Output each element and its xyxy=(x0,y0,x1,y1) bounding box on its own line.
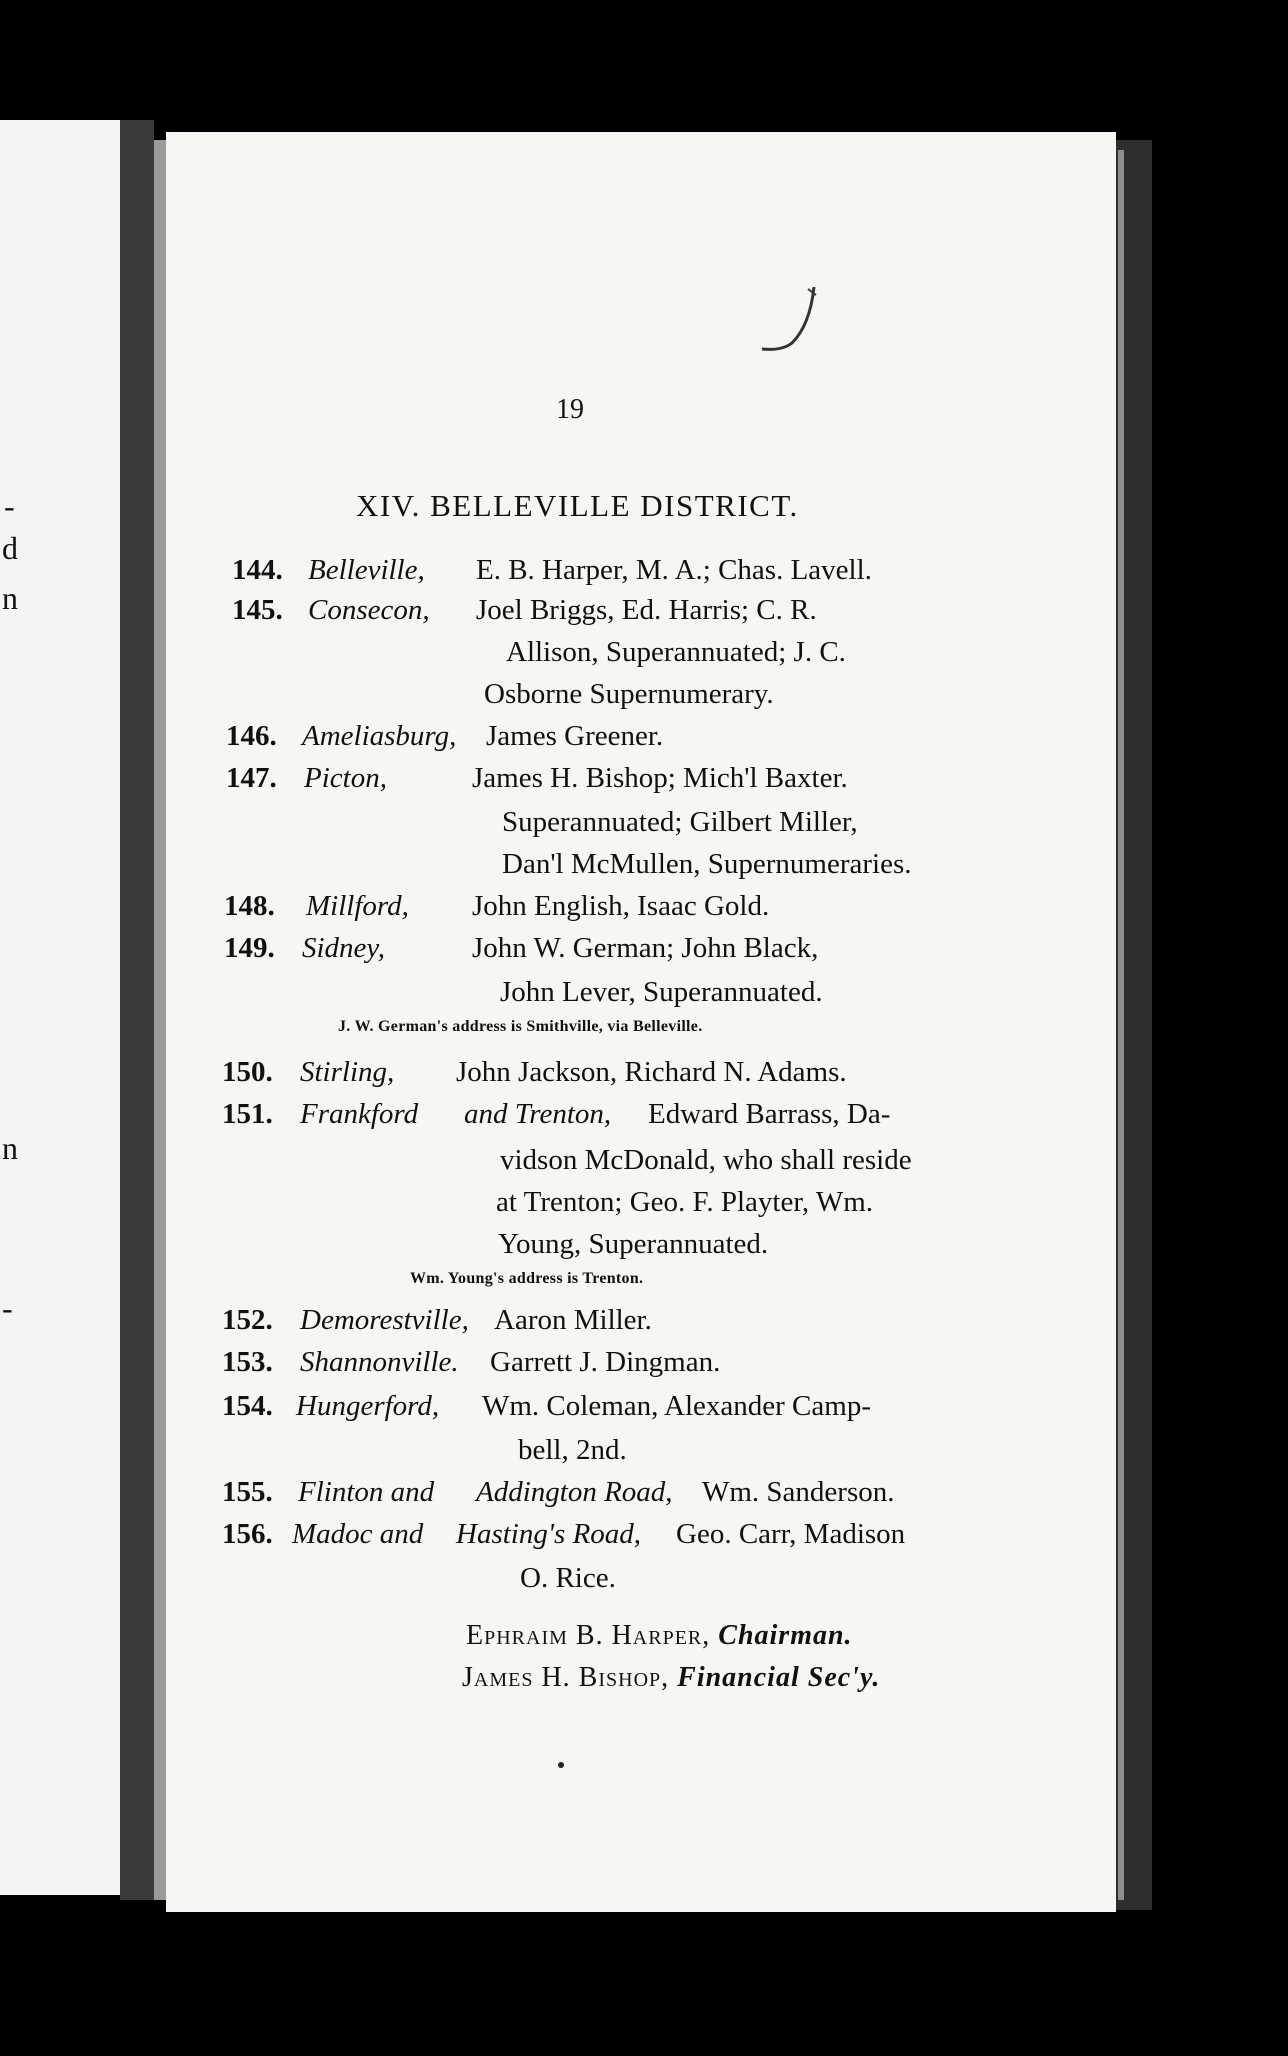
entry-number: 153. xyxy=(222,1346,273,1378)
entry-line: Allison, Superannuated; J. C. xyxy=(506,636,846,668)
entry-place: Sidney, xyxy=(302,932,385,964)
entry-line: Aaron Miller. xyxy=(494,1304,652,1336)
entry-number: 151. xyxy=(222,1098,273,1130)
entry-place-continuation: Hasting's Road, xyxy=(456,1518,642,1550)
entry-line: at Trenton; Geo. F. Playter, Wm. xyxy=(496,1186,873,1218)
entry-place: Demorestville, xyxy=(300,1304,469,1336)
entry-line: John English, Isaac Gold. xyxy=(472,890,770,922)
entry-line: John Lever, Superannuated. xyxy=(500,976,823,1008)
left-page-fragment: d xyxy=(2,530,18,566)
entry-number: 146. xyxy=(226,720,277,752)
entry-line: O. Rice. xyxy=(520,1562,616,1594)
pencil-mark-icon xyxy=(760,285,820,355)
left-page-fragment: - xyxy=(2,1290,13,1326)
entry-line: Dan'l McMullen, Supernumeraries. xyxy=(502,848,912,880)
entry-place: Picton, xyxy=(304,762,387,794)
entry-line: Young, Superannuated. xyxy=(498,1228,769,1260)
address-note: Wm. Young's address is Trenton. xyxy=(410,1270,644,1287)
entry-place: Shannonville. xyxy=(300,1346,459,1378)
entry-line: Osborne Supernumerary. xyxy=(484,678,774,710)
book-gutter xyxy=(120,120,154,1900)
entry-number: 147. xyxy=(226,762,277,794)
entry-line: vidson McDonald, who shall reside xyxy=(500,1144,912,1176)
entry-number: 152. xyxy=(222,1304,273,1336)
left-page-fragment: n xyxy=(2,580,18,616)
left-page-strip xyxy=(0,120,120,1895)
page-number: 19 xyxy=(556,394,584,425)
entry-line: Edward Barrass, Da- xyxy=(648,1098,891,1130)
entry-line: John W. German; John Black, xyxy=(472,932,819,964)
entry-number: 156. xyxy=(222,1518,273,1550)
entry-line: Joel Briggs, Ed. Harris; C. R. xyxy=(476,594,817,626)
entry-place: Madoc and xyxy=(292,1518,424,1550)
entry-place: Consecon, xyxy=(308,594,430,626)
entry-line: John Jackson, Richard N. Adams. xyxy=(456,1056,847,1088)
entry-line: Garrett J. Dingman. xyxy=(490,1346,721,1378)
entry-line: James H. Bishop; Mich'l Baxter. xyxy=(472,762,848,794)
entry-line: bell, 2nd. xyxy=(518,1434,627,1466)
entry-place-continuation: Addington Road, xyxy=(476,1476,673,1508)
entry-number: 150. xyxy=(222,1056,273,1088)
entry-place: Millford, xyxy=(306,890,409,922)
entry-number: 148. xyxy=(224,890,275,922)
entry-line: Geo. Carr, Madison xyxy=(676,1518,906,1550)
entry-place: Hungerford, xyxy=(296,1390,440,1422)
signature-name: James H. Bishop, xyxy=(462,1662,670,1693)
entry-number: 145. xyxy=(232,594,283,626)
entry-place: Stirling, xyxy=(300,1056,395,1088)
entry-number: 144. xyxy=(232,554,283,586)
signature-chairman xyxy=(466,1620,853,1652)
entry-number: 155. xyxy=(222,1476,273,1508)
entry-place: Ameliasburg, xyxy=(302,720,457,752)
left-page-fragment: n xyxy=(2,1130,18,1166)
entry-place: Frankford xyxy=(300,1098,419,1130)
entry-place-continuation: and Trenton, xyxy=(464,1098,612,1130)
entry-line: Wm. Sanderson. xyxy=(702,1476,895,1508)
signature-name: Ephraim B. Harper, xyxy=(466,1620,711,1651)
entry-place: Flinton and xyxy=(298,1476,435,1508)
district-title: XIV. BELLEVILLE DISTRICT. xyxy=(356,488,799,523)
signature-secretary xyxy=(462,1662,880,1694)
entry-line: Superannuated; Gilbert Miller, xyxy=(502,806,858,838)
entry-number: 154. xyxy=(222,1390,273,1422)
entry-line: Wm. Coleman, Alexander Camp- xyxy=(482,1390,871,1422)
signature-role: Chairman. xyxy=(718,1620,853,1651)
entry-line: E. B. Harper, M. A.; Chas. Lavell. xyxy=(476,554,872,586)
left-page-fragment: - xyxy=(4,488,15,524)
entry-place: Belleville, xyxy=(308,554,425,586)
signature-role: Financial Sec'y. xyxy=(677,1662,881,1693)
ink-dot xyxy=(558,1762,564,1768)
page-edge-highlight xyxy=(1118,150,1124,1900)
entry-number: 149. xyxy=(224,932,275,964)
address-note: J. W. German's address is Smithville, via Belleville. xyxy=(338,1018,703,1035)
entry-line: James Greener. xyxy=(486,720,664,752)
